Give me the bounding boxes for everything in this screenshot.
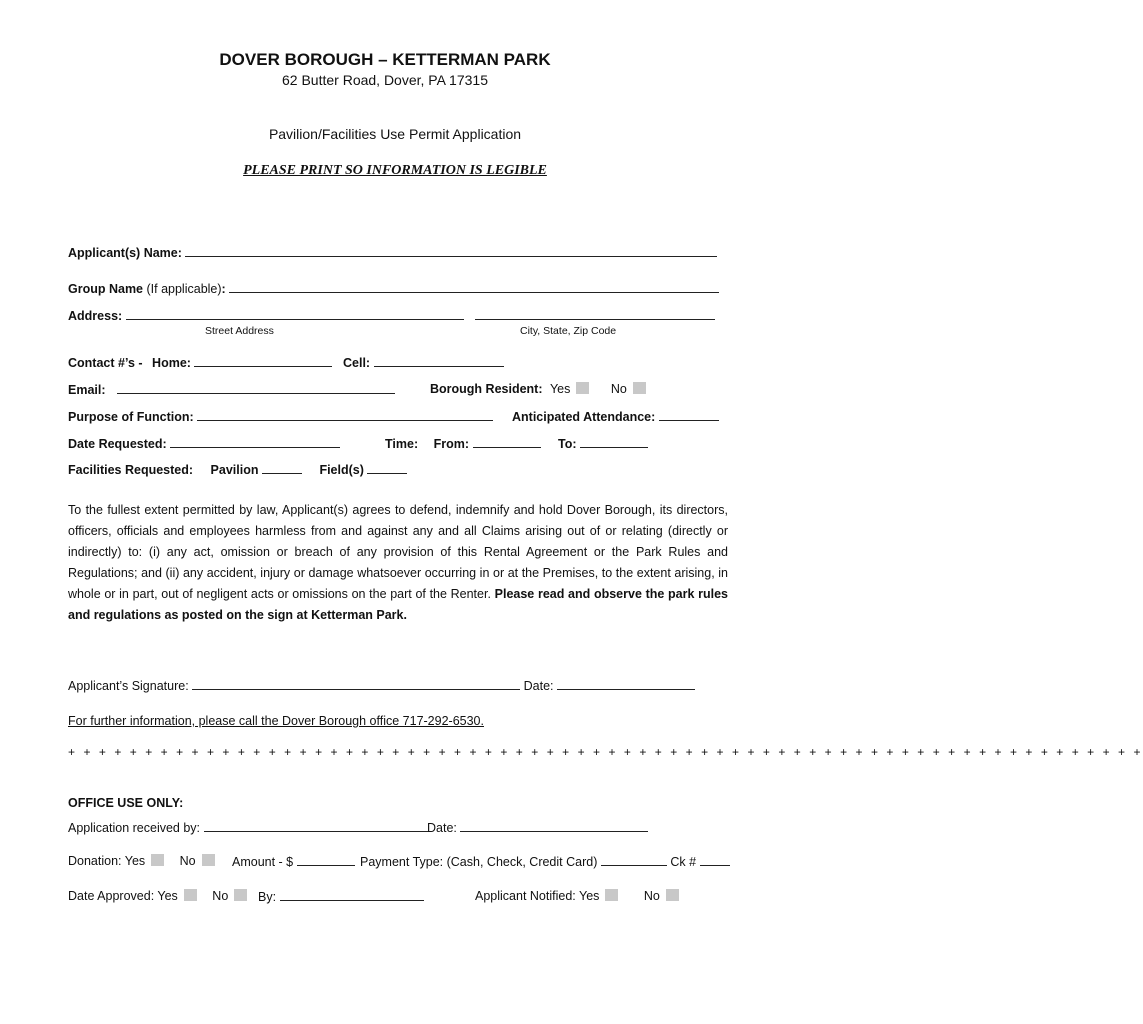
resident-no-checkbox[interactable] — [633, 382, 646, 394]
by-label: By: — [258, 890, 277, 904]
amount-label: Amount - $ — [232, 855, 294, 869]
pavilion-field[interactable] — [262, 462, 302, 474]
notified-no-label: No — [643, 889, 660, 903]
donation-row — [68, 854, 215, 868]
approved-no-label: No — [212, 889, 229, 903]
borough-resident-row — [430, 382, 646, 396]
donation-no-label: No — [179, 854, 196, 868]
print-notice: PLEASE PRINT SO INFORMATION IS LEGIBLE — [243, 163, 547, 178]
facilities-label: Facilities Requested: — [68, 463, 194, 477]
check-number-label: Ck # — [670, 855, 697, 869]
cell-phone-field[interactable] — [374, 355, 504, 367]
notified-yes-checkbox[interactable] — [605, 889, 618, 901]
email-label: Email: — [68, 383, 106, 397]
facilities-row — [68, 462, 407, 477]
street-address-caption: Street Address — [205, 325, 274, 337]
payment-type-label: Payment Type: (Cash, Check, Credit Card) — [360, 855, 598, 869]
purpose-label: Purpose of Function: — [68, 410, 194, 424]
office-heading: OFFICE USE ONLY: — [68, 796, 184, 810]
separator: + + + + + + + + + + + + + + + + + + + + + + + + + + + + + + + + + + + + + + + + + + + + + + + + + + + + + + + + + + + + + + + + + + + + + + — [68, 745, 1143, 759]
signature-date-field[interactable] — [557, 678, 695, 690]
group-name-note: (If applicable) — [146, 282, 222, 296]
group-name-label: Group Name — [68, 282, 144, 296]
email-field[interactable] — [117, 382, 395, 394]
payment-row — [360, 854, 730, 869]
received-label: Application received by: — [68, 821, 201, 835]
resident-yes-label: Yes — [549, 382, 571, 396]
by-row — [258, 889, 424, 904]
signature-label: Applicant’s Signature: — [68, 679, 189, 693]
received-field[interactable] — [204, 820, 430, 832]
donation-yes-label: Yes — [124, 854, 146, 868]
further-info: For further information, please call the Dover Borough office 717-292-6530. — [68, 714, 484, 728]
address-row — [68, 308, 715, 323]
contact-row — [68, 355, 332, 370]
approved-row — [68, 889, 247, 903]
attendance-field[interactable] — [659, 409, 719, 421]
agreement-bold-text: Please read and observe the park rules and regulations as posted on the sign at Ketterman Park. — [68, 587, 728, 622]
agreement-text: To the fullest extent permitted by law, Applicant(s) agrees to defend, indemnify and hold Dover Borough, its directors, officers, officials and employees harmless from and against any and all Claims arising out of or relating (directly or indirectly) to: (i) any act, omission or breach of any provision of this Rental Agreement or the Park Rules and Regulations; and (ii) any accident, injury or damage whatsoever occurring in or at the Premises, to the extent arising, in whole or in part, out of negligent acts or omissions on the part of the Renter. — [68, 503, 728, 601]
from-label: From: — [433, 437, 470, 451]
signature-row — [68, 678, 695, 693]
address-label: Address: — [68, 309, 123, 323]
home-label: Home: — [152, 356, 191, 370]
date-requested-field[interactable] — [170, 436, 340, 448]
street-address-field[interactable] — [126, 308, 464, 320]
approved-label: Date Approved: Yes — [68, 889, 178, 903]
notified-row — [475, 889, 679, 903]
check-number-field[interactable] — [700, 854, 730, 866]
office-date-label: Date: — [427, 821, 457, 835]
cell-row — [343, 355, 504, 370]
applicant-name-label: Applicant(s) Name: — [68, 246, 182, 260]
office-date-field[interactable] — [460, 820, 648, 832]
by-field[interactable] — [280, 889, 424, 901]
group-name-field[interactable] — [229, 281, 719, 293]
agreement-paragraph — [68, 500, 728, 626]
purpose-field[interactable] — [197, 409, 493, 421]
donation-yes-checkbox[interactable] — [151, 854, 164, 866]
home-phone-field[interactable] — [194, 355, 332, 367]
city-state-zip-field[interactable] — [475, 308, 715, 320]
page-title: DOVER BOROUGH – KETTERMAN PARK — [219, 50, 551, 69]
time-to-field[interactable] — [580, 436, 648, 448]
city-state-zip-caption: City, State, Zip Code — [520, 325, 617, 337]
borough-resident-label: Borough Resident: — [430, 382, 543, 396]
signature-date-label: Date: — [523, 679, 554, 693]
approved-no-checkbox[interactable] — [234, 889, 247, 901]
attendance-row — [512, 409, 719, 424]
office-date-row — [427, 820, 648, 835]
payment-type-field[interactable] — [601, 854, 667, 866]
fields-label: Field(s) — [319, 463, 364, 477]
group-name-row — [68, 281, 719, 296]
notified-label: Applicant Notified: Yes — [475, 889, 600, 903]
time-label: Time: — [385, 437, 419, 451]
notified-no-checkbox[interactable] — [666, 889, 679, 901]
donation-label: Donation: — [68, 854, 122, 868]
signature-field[interactable] — [192, 678, 520, 690]
fields-field[interactable] — [367, 462, 407, 474]
purpose-row — [68, 409, 493, 424]
applicant-name-row — [68, 245, 717, 260]
applicant-name-field[interactable] — [185, 245, 717, 257]
resident-yes-checkbox[interactable] — [576, 382, 589, 394]
amount-field[interactable] — [297, 854, 355, 866]
resident-no-label: No — [610, 382, 627, 396]
date-requested-label: Date Requested: — [68, 437, 167, 451]
to-label: To: — [558, 437, 577, 451]
group-name-colon: : — [221, 282, 226, 296]
amount-row — [232, 854, 355, 869]
contact-label: Contact #’s - — [68, 356, 143, 370]
cell-label: Cell: — [343, 356, 371, 370]
received-row — [68, 820, 430, 835]
park-address: 62 Butter Road, Dover, PA 17315 — [282, 72, 488, 88]
form-title: Pavilion/Facilities Use Permit Application — [268, 126, 522, 142]
pavilion-label: Pavilion — [210, 463, 259, 477]
time-row — [385, 436, 648, 451]
email-row — [68, 382, 395, 397]
donation-no-checkbox[interactable] — [202, 854, 215, 866]
time-from-field[interactable] — [473, 436, 541, 448]
approved-yes-checkbox[interactable] — [184, 889, 197, 901]
attendance-label: Anticipated Attendance: — [512, 410, 656, 424]
date-requested-row — [68, 436, 340, 451]
